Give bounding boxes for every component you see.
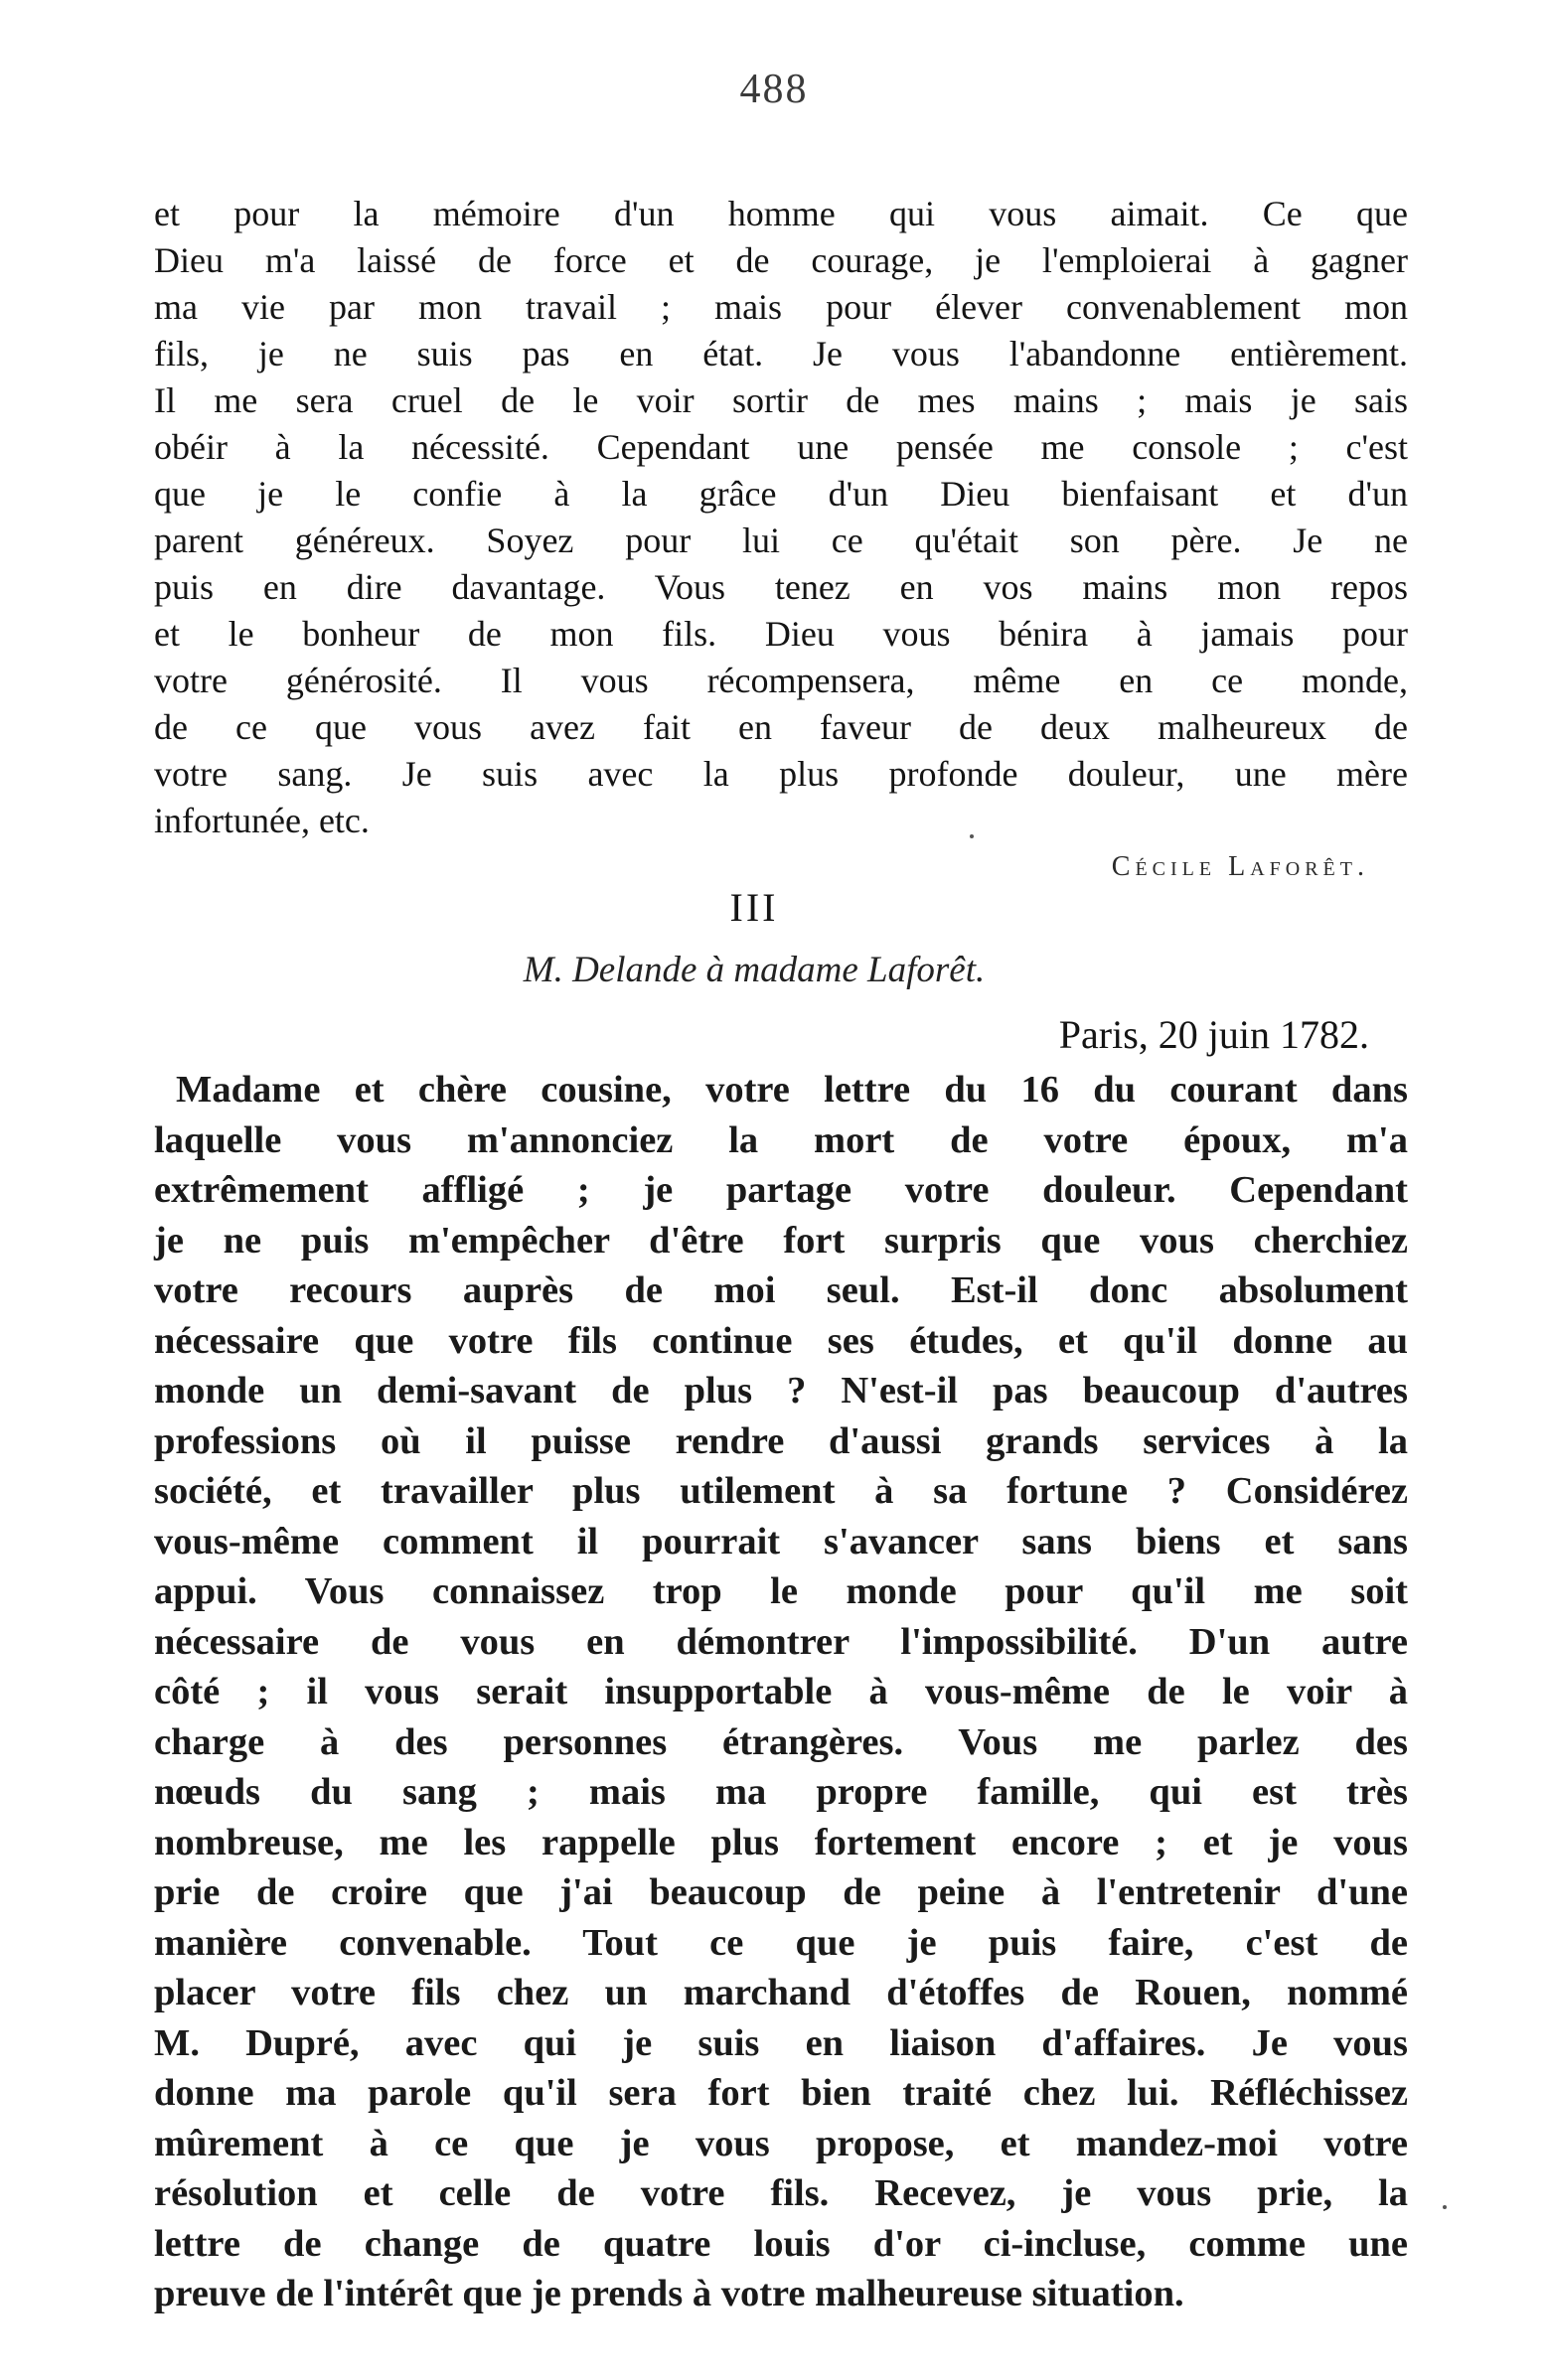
text-line: résolution et celle de votre fils. Recevez, je vous prie, la xyxy=(154,2172,1408,2214)
text-line: donne ma parole qu'il sera fort bien traité chez lui. Réfléchissez xyxy=(154,2072,1408,2114)
text-line: laquelle vous m'annonciez la mort de votre époux, m'a xyxy=(154,1118,1408,1161)
text-line: Il me sera cruel de le voir sortir de mes mains ; mais je sais xyxy=(154,380,1408,420)
text-line: fils, je ne suis pas en état. Je vous l'abandonne entièrement. xyxy=(154,334,1408,373)
text-line: que je le confie à la grâce d'un Dieu bienfaisant et d'un xyxy=(154,474,1408,514)
text-line: nécessaire de vous en démontrer l'impossibilité. D'un autre xyxy=(154,1620,1408,1663)
text-line: placer votre fils chez un marchand d'étoffes de Rouen, nommé xyxy=(154,1972,1408,2013)
text-line: je ne puis m'empêcher d'être fort surpris que vous cherchiez xyxy=(154,1219,1408,1262)
text-line: manière convenable. Tout ce que je puis faire, c'est de xyxy=(154,1921,1408,1964)
text-line: preuve de l'intérêt que je prends à votre malheureuse situation. xyxy=(154,2273,1184,2314)
letter-number: III xyxy=(729,885,779,930)
text-line: M. Dupré, avec qui je suis en liaison d'affaires. Je vous xyxy=(154,2021,1408,2064)
text-line: monde un demi-savant de plus ? N'est-il pas beaucoup d'autres xyxy=(154,1370,1408,1412)
text-line: nœuds du sang ; mais ma propre famille, qui est très xyxy=(154,1771,1408,1813)
text-line: extrêmement affligé ; je partage votre douleur. Cependant xyxy=(154,1169,1408,1211)
text-line: nécessaire que votre fils continue ses études, et qu'il donne au xyxy=(154,1319,1408,1362)
text-line: votre sang. Je suis avec la plus profonde douleur, une mère xyxy=(154,754,1408,794)
text-line: obéir à la nécessité. Cependant une pensée me console ; c'est xyxy=(154,427,1408,467)
text-line: vous-même comment il pourrait s'avancer sans biens et sans xyxy=(154,1520,1408,1562)
print-speck xyxy=(1443,2205,1447,2209)
text-line: côté ; il vous serait insupportable à vous-même de le voir à xyxy=(154,1671,1408,1712)
text-line: infortunée, etc. xyxy=(154,801,370,840)
text-line: Dieu m'a laissé de force et de courage, je l'emploierai à gagner xyxy=(154,240,1408,280)
letter-heading: M. Delande à madame Laforêt. xyxy=(523,950,986,990)
text-line: professions où il puisse rendre d'aussi grands services à la xyxy=(154,1419,1408,1462)
letter-signature: Cécile Laforêt. xyxy=(1111,851,1369,882)
text-line: Madame et chère cousine, votre lettre du 16 du courant dans xyxy=(176,1069,1408,1111)
text-line: mûrement à ce que je vous propose, et mandez-moi votre xyxy=(154,2122,1408,2164)
text-line: et le bonheur de mon fils. Dieu vous bénira à jamais pour xyxy=(154,614,1408,654)
text-line: lettre de change de quatre louis d'or ci-incluse, comme une xyxy=(154,2222,1408,2265)
text-line: prie de croire que j'ai beaucoup de peine à l'entretenir d'une xyxy=(154,1871,1408,1913)
text-line: votre recours auprès de moi seul. Est-il donc absolument xyxy=(154,1269,1408,1311)
text-line: puis en dire davantage. Vous tenez en vos mains mon repos xyxy=(154,567,1408,607)
text-line: de ce que vous avez fait en faveur de deux malheureux de xyxy=(154,707,1408,747)
page-number: 488 xyxy=(739,67,809,112)
text-line: parent généreux. Soyez pour lui ce qu'était son père. Je ne xyxy=(154,521,1408,560)
text-line: charge à des personnes étrangères. Vous me parlez des xyxy=(154,1720,1408,1763)
text-line: nombreuse, me les rappelle plus fortement encore ; et je vous xyxy=(154,1821,1408,1863)
text-line: et pour la mémoire d'un homme qui vous aimait. Ce que xyxy=(154,194,1408,233)
text-line: ma vie par mon travail ; mais pour élever convenablement mon xyxy=(154,287,1408,327)
print-speck xyxy=(970,834,974,838)
text-line: votre générosité. Il vous récompensera, même en ce monde, xyxy=(154,661,1408,700)
second-letter-body xyxy=(154,1065,1408,2319)
first-letter-body xyxy=(154,191,1408,844)
letter-dateline: Paris, 20 juin 1782. xyxy=(1058,1012,1369,1057)
text-line: appui. Vous connaissez trop le monde pour qu'il me soit xyxy=(154,1570,1408,1612)
text-line: société, et travailler plus utilement à sa fortune ? Considérez xyxy=(154,1470,1408,1512)
